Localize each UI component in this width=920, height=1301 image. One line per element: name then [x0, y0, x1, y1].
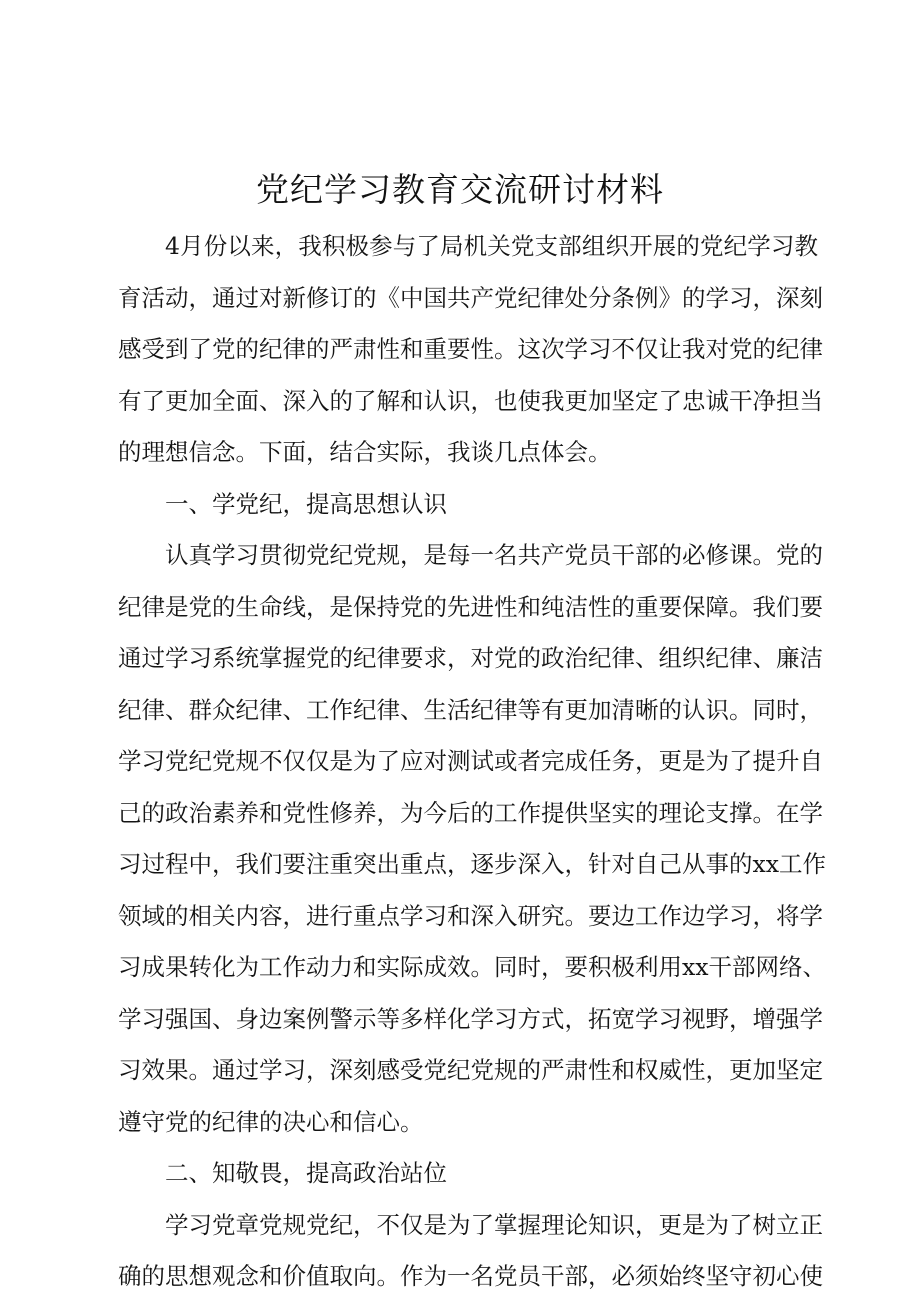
- section-1-line-5: 学习党纪党规不仅仅是为了应对测试或者完成任务，更是为了提升自: [118, 747, 823, 775]
- intro-line-4: 有了更加全面、深入的了解和认识，也使我更加坚定了忠诚干净担当: [118, 386, 823, 415]
- intro-line-5: 的理想信念。下面，结合实际，我谈几点体会。: [118, 438, 612, 466]
- intro-line-1: 4月份以来，我积极参与了局机关党支部组织开展的党纪学习教: [165, 232, 818, 260]
- section-1-line-9: 习成果转化为工作动力和实际成效。同时，要积极利用xx干部网络、: [118, 953, 827, 981]
- intro-line-2: 育活动，通过对新修订的《中国共产党纪律处分条例》的学习，深刻: [118, 283, 823, 312]
- section-2-line-2: 确的思想观念和价值取向。作为一名党员干部，必须始终坚守初心使: [118, 1262, 823, 1290]
- section-1-line-7: 习过程中，我们要注重突出重点，逐步深入，针对自己从事的xx工作: [118, 850, 827, 878]
- section-1-line-8: 领域的相关内容，进行重点学习和深入研究。要边工作边学习，将学: [118, 901, 823, 930]
- intro-line-3: 感受到了党的纪律的严肃性和重要性。这次学习不仅让我对党的纪律: [118, 335, 823, 363]
- document-title: 党纪学习教育交流研讨材料: [256, 170, 664, 209]
- section-1-line-6: 己的政治素养和党性修养，为今后的工作提供坚实的理论支撑。在学: [118, 798, 823, 827]
- section-1-line-12: 遵守党的纪律的决心和信心。: [118, 1107, 424, 1136]
- section-2-line-1: 学习党章党规党纪，不仅是为了掌握理论知识，更是为了树立正: [165, 1210, 823, 1239]
- section-1-line-2: 纪律是党的生命线，是保持党的先进性和纯洁性的重要保障。我们要: [118, 592, 823, 621]
- section-1-heading: 一、学党纪，提高思想认识: [165, 489, 447, 518]
- section-1-line-1: 认真学习贯彻党纪党规，是每一名共产党员干部的必修课。党的: [165, 541, 823, 569]
- section-1-line-3: 通过学习系统掌握党的纪律要求，对党的政治纪律、组织纪律、廉洁: [118, 644, 823, 672]
- section-2-heading: 二、知敬畏，提高政治站位: [165, 1159, 447, 1187]
- section-1-line-11: 习效果。通过学习，深刻感受党纪党规的严肃性和权威性，更加坚定: [118, 1056, 823, 1084]
- section-1-line-4: 纪律、群众纪律、工作纪律、生活纪律等有更加清晰的认识。同时，: [118, 695, 823, 724]
- section-1-line-10: 学习强国、身边案例警示等多样化学习方式，拓宽学习视野，增强学: [118, 1004, 823, 1033]
